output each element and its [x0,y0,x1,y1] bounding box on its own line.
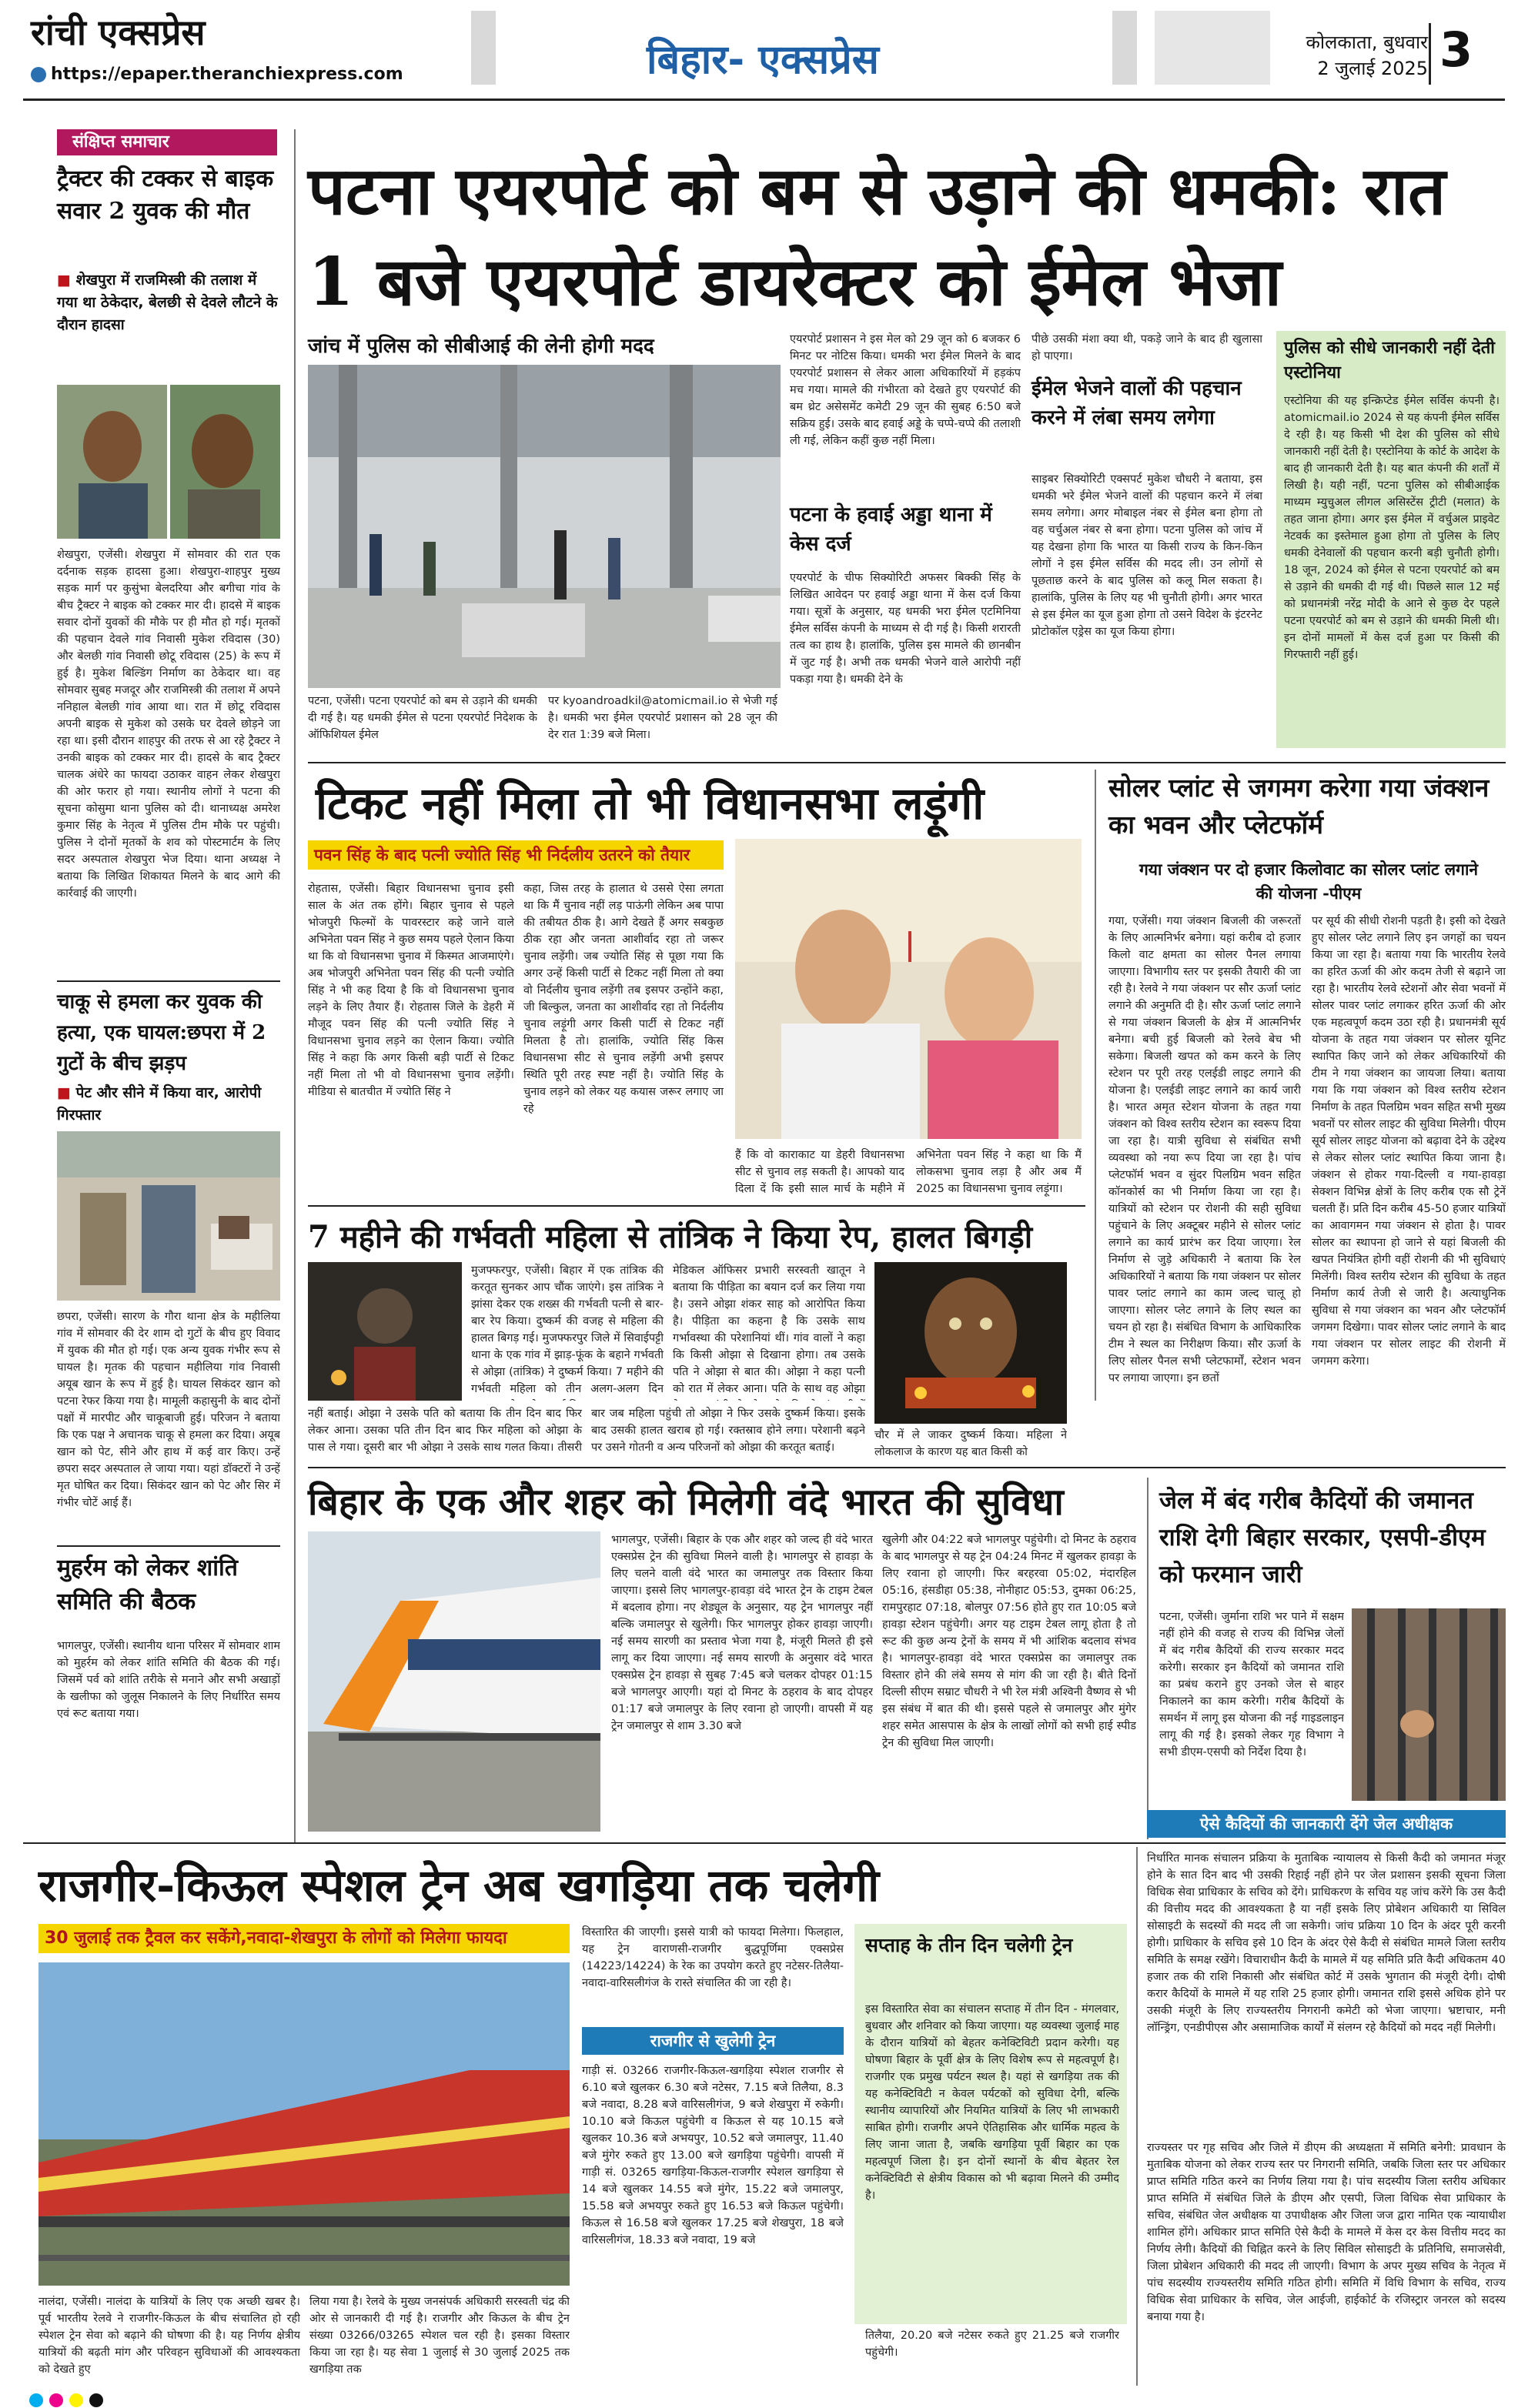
lead-col3-head: ईमेल भेजने वालों की पहचान करने में लंबा समय लगेगा [1031,377,1242,429]
brief1-body: शेखपुरा, एजेंसी। शेखपुरा में सोमवार की रात एक दर्दनाक सड़क हादसा हुआ। शेखपुरा-शाहपुर मुख्य सड़क मार्ग पर कुसुंभा बेलदरिया और बगीचा गांव के बीच ट्रैक्टर ने बाइक को टक्कर मार दी। हादसे में बाइक सवार दोनों युवकों की मौके पर ही मौत हो गई। मृतकों की पहचान देवले गांव निवासी मुकेश रविदास (30) और बेलछी गांव निवासी छोटू रविदास (25) के रूप में हुई है। मुकेश बिल्डिंग निर्माण का ठेकेदार था। वह सोमवार सुबह मजदूर और राजमिस्त्री की तलाश में अपने ननिहाल बेलछी गांव आया था। रात में छोटू रविदास अपनी बाइक से मुकेश को उसके घर देवले छोड़ने जा रहा था। इसी दौरान शाहपुर की तरफ से आ रहे ट्रैक्टर ने उनकी बाइक को टक्कर मार दी। हादसे के बाद ट्रैक्टर चालक अंधेरे का फायदा उठाकर वाहन लेकर शेखपुरा की ओर फरार हो गया। स्थानीय लोगों ने पटना की सूचना कोसुमा थाना पुलिस को दी। थानाध्यक्ष अमरेश कुमार सिंह के नेतृत्व में पुलिस टीम मौके पर पहुंची। पुलिस ने दोनों मृतकों के शव को पोस्टमार्टम के लिए सदर अस्पताल शेखपुरा भेज दिया। थाना अध्यक्ष ने बताया कि लिखित शिकायत मिलने के बाद आगे की कार्रवाई की जाएगी। [57,549,280,900]
rajgir-caption-3: विस्तारित की जाएगी। इससे यात्री को फायदा मिलेगा। फिलहाल, यह ट्रेन वाराणसी-राजगीर बुद्धपूर्णिमा एक्सप्रेस (14223/14224) के रेक का उपयोग करते हुए नटेसर-तिलैया-नवादा-वारिसलीगंज के रास्ते संचालित की जा रही है। [582,1926,844,1989]
rajgir-caption-2: लिया गया है। रेलवे के मुख्य जनसंपर्क अधिकारी सरस्वती चंद्र की ओर से जानकारी दी गई है। राजगीर और किऊल के बीच ट्रेन संख्या 03266/03265 स्पेशल चल रही है। इसका विस्तार किया जा रहा है। यह सेवा 1 जुलाई से 30 जुलाई 2025 तक खगड़िया तक [309,2296,570,2376]
tantrik-rule [308,1467,1506,1468]
decor-block [1155,11,1270,85]
vande-headline: बिहार के एक और शहर को मिलेगी वंदे भारत की सुविधा [308,1481,1064,1524]
rajgir-strip: 30 जुलाई तक ट्रैवल कर सकेंगे,नवादा-शेखपुरा के लोगों को मिलेगा फायदा [38,1924,570,1953]
brief-news-tag: संक्षिप्त समाचार [57,129,277,155]
url-text: https://epaper.theranchiexpress.com [51,65,403,84]
brief2-headline: चाकू से हमला कर युवक की हत्या, एक घायल:छपरा में 2 गुटों के बीच झड़प [57,990,266,1075]
rajgir-jail-rule [1136,1847,1138,2386]
rajgir-body: गाड़ी सं. 03266 राजगीर-किऊल-खगड़िया स्पेशल राजगीर से 6.10 बजे खुलकर 6.30 बजे नटेसर, 7.15 बजे तिलैया, 8.3 बजे नवादा, 8.28 बजे वारिसलीगंज, 9 बजे शेखपुरा में रुकेगी। 10.10 बजे किऊल पहुंचेगी व किऊल से यह 10.15 बजे खुलकर 10.36 बजे अभयपुर, 10.52 बजे जमालपुर, 11.40 बजे मुंगेर रुकते हुए 13.00 बजे खगड़िया पहुंचेगी। वापसी में गाड़ी सं. 03265 खगड़िया-किऊल-राजगीर स्पेशल खगड़िया से 14 बजे खुलकर 14.55 बजे मुंगेर, 15.22 बजे जमालपुर, 15.58 बजे अभयपुर रुकते हुए 16.53 बजे किऊल पहुंचेगी। किऊल से 16.58 बजे खुलकर 17.25 बजे शेखपुरा, 18 बजे वारिसलीगंज, 18.33 बजे नवादा, 19 बजे [582,2065,844,2246]
lead-subhead: जांच में पुलिस को सीबीआई की लेनी होगी मदद [308,335,654,358]
decor-bar-right [1112,11,1137,85]
solar-subhead: गया जंक्शन पर दो हजार किलोवाट का सोलर प्लांट लगाने की योजना -पीएम [1138,860,1479,903]
tantrik-col2: मेडिकल ऑफिसर प्रभारी सरस्वती खातून ने बताया कि पीड़िता का बयान दर्ज कर लिया गया है। उसने ओझा शंकर साह को आरोपित किया है। पीड़िता का कहना है कि उसके साथ गर्भावस्था की परेशानियां थीं। गांव वालों ने कहा कि किसी ओझा से दिखाना होगा। तब उसके पति ने ओझा से बात की। ओझा ने कहा पत्नी को रात में लेकर आना। पति के साथ वह ओझा [673,1264,865,1395]
pawan-col1: रोहतास, एजेंसी। बिहार विधानसभा चुनाव इसी साल के अंत तक होंगे। बिहार चुनाव से पहले भोजपुरी फिल्मों के पावरस्टार कहे जाने वाले अभिनेता पवन सिंह ने कुछ समय पहले ऐलान किया था कि वो विधानसभा चुनाव में किस्मत आजमाएंगे। अब भोजपुरी अभिनेता पवन सिंह की पत्नी ज्योति सिंह ने भी कह दिया है कि वो विधानसभा चुनाव लड़ने के लिए तैयार हैं। रोहतास जिले के डेहरी में मौजूद पवन सिंह की पत्नी ज्योति सिंह ने विधानसभा चुनाव लड़ने का ऐलान किया। ज्योति सिंह ने कहा कि अगर किसी बड़ी पार्टी से टिकट नहीं मिला तो भी वो विधानसभा चुनाव लड़ेंगी। मीडिया से बातचीत में ज्योति सिंह ने [308,883,514,1098]
solar-col1: गया, एजेंसी। गया जंक्शन बिजली की जरूरतों के लिए आत्मनिर्भर बनेगा। यहां करीब दो हजार किलो वाट क्षमता का सोलर पैनल लगाया जाएगा। विभागीय स्तर पर इसकी तैयारी की जा रही है। रेलवे ने गया जंक्शन पर सौर ऊर्जा प्लांट लगाने की अनुमति दी है। सौर ऊर्जा प्लांट लगाने से गया जंक्शन बिजली के क्षेत्र में आत्मनिर्भर बनेगा। बची हुई बिजली को रेलवे बेच भी सकेगा। बिजली खपत को कम करने के लिए स्टेशन पर पूरी तरह एलईडी लाइट लगाने की योजना है। एलईडी लाइट लगाने का कार्य जारी है। भारत अमृत स्टेशन योजना के तहत गया जंक्शन को विश्व स्तरीय स्टेशन का स्वरूप दिया जा रहा है। यात्री सुविधा से संबंधित सभी व्यवस्था को नया रूप दिया जा रहा है। पांच प्लेटफॉर्म भवन व सुंदर पिलग्रिम भवन सहित कॉनकोर्स का भी निर्माण किया जा रहा है। यात्रियों को स्टेशन पर रोशनी की सही सुविधा पहुंचाने के लिए अक्टूबर महीने से सोलर प्लांट लगाने का कार्य प्रारंभ कर दिया जाएगा। रेल निर्माण से जुड़े अधिकारी ने बताया कि रेल अधिकारियों ने बताया कि गया जंक्शन पर सोलर पावर प्लांट लगाने का काम जल्द चालू हो जाएगा। सोलर प्लेट लगाने के लिए स्थल का चयन हो रहा है। संबंधित विभाग के आधिकारिक टीम ने स्थल का निरीक्षण किया। सौर ऊर्जा के लिए सोलर पैनल सभी प्लेटफार्मों, स्टेशन भवन पर लगाया जाएगा। इन छतों [1108,915,1301,1384]
solar-headline: सोलर प्लांट से जगमग करेगा गया जंक्शन का भवन और प्लेटफॉर्म [1108,773,1490,840]
tantrik-photo-1 [308,1262,462,1401]
solar-rule [1095,770,1096,1401]
lead-col2: एयरपोर्ट प्रशासन ने इस मेल को 29 जून को 6 बजकर 6 मिनट पर नोटिस किया। धमकी भरा ईमेल मिलने के बाद एयरपोर्ट प्रशासन से लेकर आला अधिकारियों में हड़कंप मच गया। मामले की गंभीरता को देखते हुए एयरपोर्ट की बम थ्रेट असेसमेंट कमेटी 29 जून की सुबह 6:50 बजे सक्रिय हुई। उसके बाद हवाई अड्डे के चप्पे-चप्पे की तलाशी ली गई, लेकिन कहीं कुछ नहीं मिला। [790,333,1021,447]
tantrik-col3: नहीं बताई। ओझा ने उसके पति को बताया कि तीन दिन बाद फिर लेकर आना। उसका पति तीन दिन बाद फिर महिला को ओझा के पास ले गया। दूसरी बार भी ओझा ने उसके साथ गलत किया। तीसरी बार जब महिला पहुंची तो ओझा ने फिर उसके दुष्कर्म किया। इसके बाद उसकी हालत खराब हो गई। रक्तस्राव होने लगा। परेशानी बढ़ने पर उसने गोतनी व अन्य परिजनों को ओझा की करतूत बताई। [308,1408,865,1454]
dateline [1289,29,1428,82]
issue-date: 2 जुलाई 2025 [1317,58,1428,79]
masthead-logo: रांची एक्सप्रेस [31,12,206,53]
brief1-subhead: ■ शेखपुरा में राजमिस्त्री की तलाश में गया था ठेकेदार, बेलछी से देवले लौटने के दौरान हादसा [57,272,278,333]
masthead-rule [23,99,1505,101]
bottom-rule [23,1842,1506,1844]
jail-caption: पटना, एजेंसी। जुर्माना राशि भर पाने में सक्षम नहीं होने की वजह से राज्य की विभिन्न जेलों में बंद गरीब कैदियों की राज्य सरकार मदद करेगी। सरकार इन कैदियों को जमानत राशि का प्रबंध कराने हुए उनको जेल से बाहर निकालने का काम करेगी। गरीब कैदियों के समर्थन में लागू इस योजना की नई गाइडलाइन लागू की गई है। इसको लेकर गृह विभाग ने सभी डीएम-एसपी को निर्देश दिया है। [1159,1611,1344,1758]
lead-caption-2: पर kyoandroadkil@atomicmail.io से भेजी गई है। धमकी भरा ईमेल एयरपोर्ट प्रशासन को 28 जून की देर रात 1:39 बजे मिला। [548,695,777,741]
lead-col2b: एयरपोर्ट के चीफ सिक्योरिटी अफसर बिक्की सिंह के लिखित आवेदन पर हवाई अड्डा थाना में केस दर्ज किया गया। सूत्रों के अनुसार, यह धमकी भरा ईमेल एटमिनिया ईमेल सर्विस कंपनी के माध्यम से दी गई है। किसी शरारती तत्व का हाथ है। हालांकि, पुलिस इस मामले की छानबीन में जुट गई है। अभी तक धमकी भेजने वाले आरोपी नहीं पकड़ा गया है। धमकी देने के [790,572,1021,686]
pawan-rule [308,1205,1085,1207]
brief3-headline: मुहर्रम को लेकर शांति समिति की बैठक [57,1555,238,1615]
color-registration-marks [29,2393,214,2407]
pawan-caption-1: हैं कि वो काराकाट या डेहरी विधानसभा सीट से चुनाव लड़ सकती है। आपको याद दिला दें कि इसी साल मार्च के महीने में [735,1149,904,1195]
rajgir-photo [38,1962,570,2286]
side-box-body: एस्टोनिया की यह इन्क्रिप्टेड ईमेल सर्विस कंपनी है। atomicmail.io 2024 से यह कंपनी ईमेल सर्विस दे रही है। यह किसी भी देश की पुलिस को सीधे जानकारी नहीं देती है। एस्टोनिया के कोर्ट के आदेश के बाद ही जानकारी देती है। यह बात कंपनी की शर्तों में लिखी है। यही नहीं, पटना पुलिस को सीबीआईक माध्यम म्युचुअल लीगल असिस्टेंस ट्रीटी (मलात) के तहत जाना होगा। अगर इस ईमेल में वर्चुअल प्राइवेट नेटवर्क का इस्तेमाल हुआ होगा तो पुलिस के लिए धमकी देनेवालों की पहचान करनी बड़ी चुनौती होगी। 18 जून, 2024 को ईमेल से पटना एयरपोर्ट को बम से उड़ाने की धमकी दी गई थी। पिछले साल 12 मई को प्रधानमंत्री नरेंद्र मोदी के आने से कुछ देर पहले पटना एयरपोर्ट को बम से उड़ाने की धमकी मिली थी। इन दोनों मामलों में केस दर्ज हुआ पर किसी की गिरफ्तारी नहीं हुई। [1284,395,1500,661]
pawan-photo [735,839,1082,1139]
rajgir-box-body: इस विस्तारित सेवा का संचालन सप्ताह में तीन दिन - मंगलवार, बुधवार और शनिवार को किया जाएगा। यह व्यवस्था जुलाई माह के दौरान यात्रियों को बेहतर कनेक्टिविटी प्रदान करेगी। यह घोषणा बिहार के पूर्वी क्षेत्र के लिए विशेष रूप से महत्वपूर्ण है। राजगीर एक प्रमुख पर्यटन स्थल है। यहां से खगड़िया तक की यह कनेक्टिविटी न केवल पर्यटकों को सुविधा देगी, बल्कि स्थानीय व्यापारियों और नियमित यात्रियों के लिए भी लाभकारी साबित होगी। राजगीर अपने ऐतिहासिक और धार्मिक महत्व के लिए जाना जाता है, जबकि खगड़िया पूर्वी बिहार का एक महत्वपूर्ण जिला है। इन दोनों स्थानों के बीच बेहतर रेल कनेक्टिविटी से क्षेत्रीय विकास को भी बढ़ावा मिलने की उम्मीद है। [865,2003,1119,2202]
city-day: कोलकाता, बुधवार [1306,32,1428,53]
rajgir-box-head: सप्ताह के तीन दिन चलेगी ट्रेन [865,1934,1073,1956]
square-bullet-icon: ■ [57,1084,76,1101]
brief1-headline: ट्रैक्टर की टक्कर से बाइक सवार 2 युवक की मौत [57,165,274,225]
brief2-body: छपरा, एजेंसी। सारण के गौरा थाना क्षेत्र के महीलिया गांव में सोमवार की देर शाम दो गुटों के बीच हुए विवाद में युवक की मौत हो गई। एक अन्य युवक गंभीर रूप से घायल है। मृतक की पहचान महीलिया गांव निवासी अयूब खान के रूप में हुई है। घायल सिकंदर खान को पटना रेफर किया गया है। मामूली कहासुनी के बाद दोनों पक्षों में मारपीट और चाकूबाजी हुई। परिजन ने बताया कि एक पक्ष ने अचानक चाकू से हमला कर दिया। अयूब खान को पेट, सीने और हाथ में कई वार किए। उन्हें छपरा सदर अस्पताल ले जाया गया। यहां डॉक्टरों ने उन्हें मृत घोषित कर दिया। सिकंदर खान को पेट और सिर में गंभीर चोटें आई हैं। [57,1311,280,1509]
rajgir-tail: तिलैया, 20.20 बजे नटेसर रुकते हुए 21.25 बजे राजगीर पहुंचेगी। [865,2330,1119,2359]
page-number: 3 [1439,22,1473,78]
rajgir-caption-1: नालंदा, एजेंसी। नालंदा के यात्रियों के लिए एक अच्छी खबर है। पूर्व भारतीय रेलवे ने राजगीर-किऊल के बीच संचालित हो रही स्पेशल ट्रेन सेवा को बढ़ाने की घोषणा की है। यह निर्णय क्षेत्रीय यात्रियों की बढ़ती मांग और परिवहन सुविधाओं की आवश्यकता को देखते हुए [38,2296,300,2376]
vande-col2: खुलेगी और 04:22 बजे भागलपुर पहुंचेगी। दो मिनट के ठहराव के बाद भागलपुर से यह ट्रेन 04:24 मिनट में खुलकर हावड़ा के लिए रवाना हो जाएगी। फिर बरहरवा 05:02, मंदारहिल 05:16, हंसडीहा 05:38, नोनीहाट 05:53, दुमका 06:25, रामपुरहाट 07:18, बोलपुर 07:56 होते हुए रात 10:05 बजे हावड़ा स्टेशन पहुंचेगी। अगर यह टाइम टेबल लागू होता है तो रूट की कुछ अन्य ट्रेनों के समय में भी आंशिक बदलाव संभव है। भागलपुर-हावड़ा वंदे भारत एक्सप्रेस का जमालपुर तक विस्तार होने की लंबे समय से मांग की जा रही है। बीते दिनों दिल्ली सीएम सम्राट चौधरी ने भी रेल मंत्री अश्विनी वैष्णव से भी इस संबंध में बात की थी। इससे पहले से जमालपुर और मुंगेर शहर समेत आसपास के क्षेत्र के लाखों लोगों को सभी हाई स्पीड ट्रेन की सुविधा मिल जाएगी। [882,1534,1136,1749]
jail-body-1: निर्धारित मानक संचालन प्रक्रिया के मुताबिक न्यायालय से किसी कैदी को जमानत मंजूर होने के सात दिन बाद भी उसकी रिहाई नहीं होने पर जेल प्रशासन इसकी सूचना जिला विधिक सेवा प्राधिकार के सचिव को देंगे। प्राधिकरण के सचिव यह जांच करेंगे कि उस कैदी की वित्तीय मदद की आवश्यकता है या नहीं इसके लिए प्रोबेशन अधिकारी या सिविल सोसाइटी के सदस्यों की मदद ली जा सकेगी। जांच प्रक्रिया 10 दिन के अंदर पूरी करनी होगी। प्राधिकार के सचिव इसे 10 दिन के अंदर ऐसे कैदी से संबंधित मामले जिला स्तरीय समिति के समक्ष रखेंगे। विचाराधीन कैदी के मामले में यह समिति प्रति कैदी अधिकतम 40 हजार तक की राशि निकासी और संबंधित कोर्ट में उसके भुगतान की मंजूरी देगी। दोषी करार कैदियों के मामले में यह राशि 25 हजार होगी। जमानत राशि इससे अधिक होने पर उसकी मंजूरी के लिए राज्यस्तरीय निगरानी कमेटी को भेजा जाएगा। भ्रष्टाचार, मनी लॉन्ड्रिंग, एनडीपीएस और असामाजिक कार्यों में संलग्न रहे कैदियों को मदद नहीं मिलेगी। [1147,1852,1506,2034]
jail-rule [1147,1478,1149,1839]
lead-headline: पटना एयरपोर्ट को बम से उड़ाने की धमकी: रात 1 बजे एयरपोर्ट डायरेक्टर को ईमेल भेजा [308,152,1446,321]
pawan-caption-2: अभिनेता पवन सिंह ने कहा था कि मैं लोकसभा चुनाव लड़ा है और अब मैं 2025 का विधानसभा चुनाव लड़ूंगा। [916,1149,1082,1195]
solar-col2: पर सूर्य की सीधी रोशनी पड़ती है। इसी को देखते हुए सोलर प्लेट लगाने लिए इन जगहों का चयन किया जा रहा है। बताया गया कि भारतीय रेलवे का हरित ऊर्जा की ओर कदम तेजी से बढ़ाने जा रहा है। भारतीय रेलवे स्टेशनों और सेवा भवनों में सोलर पावर प्लांट लगाकर हरित ऊर्जा की ओर एक महत्वपूर्ण कदम उठा रही है। प्रधानमंत्री सूर्य योजना के तहत गया जंक्शन पर सोलर यूनिट स्थापित किए जाने को लेकर अधिकारियों की टीम ने गया जंक्शन का जायजा लिया। बताया गया कि गया जंक्शन को विश्व स्तरीय स्टेशन निर्माण के तहत पिलग्रिम भवन सहित सभी मुख्य भवनों पर सोलर लाइट की सुविधा मिलेगी। पीएम सूर्य सोलर लाइट योजना को बढ़ावा देने के उद्देश्य से लेकर सोलर प्लांट स्थापित किया जाना है। जंक्शन से होकर गया-दिल्ली व गया-हावड़ा सेक्शन विभिन्न क्षेत्रों के लिए करीब एक सौ ट्रेनें चलती हैं। प्रति दिन करीब 45-50 हजार यात्रियों का आवागमन गया जंक्शन से होता है। पावर सोलर का स्थापना हो जाने से यहां बिजली की खपत नियंत्रित होगी वहीं रोशनी की भी सुविधाएं मिलेंगी। विश्व स्तरीय स्टेशन की सुविधा के तहत निर्माण कार्य तेजी से जारी है। अत्याधुनिक सुविधा से गया जंक्शन का भवन और प्लेटफॉर्म जगमग दिखेगा। पावर सोलर प्लांट लगाने के बाद गया जंक्शन पर सोलर लाइट की रोशनी में जगमग करेगा। [1312,915,1506,1368]
globe-icon [31,67,46,82]
vande-photo [308,1531,600,1832]
brief2-photo [57,1131,280,1301]
pawan-strip: पवन सिंह के बाद पत्नी ज्योति सिंह भी निर्दलीय उतरने को तैयार [308,840,724,870]
tantrik-headline: 7 महीने की गर्भवती महिला से तांत्रिक ने किया रेप, हालत बिगड़ी [308,1219,1033,1255]
pawan-headline: टिकट नहीं मिला तो भी विधानसभा लड़ूंगी [316,777,985,830]
tantrik-col1: मुजफ्फरपुर, एजेंसी। बिहार में एक तांत्रिक की करतूत सुनकर आप चौंक जाएंगे। इस तांत्रिक ने झांसा देकर एक शख्स की गर्भवती पत्नी से बार-बार रेप किया। दुष्कर्म की वजह से महिला की हालत बिगड़ गई। मुजफ्फरपुर जिले में सिवाईपट्टी थाना के एक गांव में झाड़-फूंक के बहाने गर्भवती से ओझा (तांत्रिक) ने दुष्कर्म किया। 7 महीने की गर्भवती महिला को तीन अलग-अलग दिन [471,1264,664,1395]
brief-rule-2 [57,1545,280,1547]
black-mark [89,2393,103,2407]
lead-box-head: पटना के हवाई अड्डा थाना में केस दर्ज [790,503,992,556]
jail-headline: जेल में बंद गरीब कैदियों की जमानत राशि देगी बिहार सरकार, एसपी-डीएम को फरमान जारी [1159,1487,1486,1588]
decor-bar-left [471,11,496,85]
pawan-col2: कहा, जिस तरह के हालात थे उससे ऐसा लगता था कि मैं चुनाव नहीं लड़ पाऊंगी लेकिन अब पापा की तबीयत ठीक है। आगे देखते हैं अगर सबकुछ ठीक रहा और जनता आशीर्वाद रहा तो जरूर चुनाव लड़ेंगी। जब ज्योति सिंह से पूछा गया कि अगर उन्हें किसी पार्टी से टिकट नहीं मिला तो क्या वो निर्दलीय चुनाव लड़ेंगी तब इसपर उन्होंने कहा, जी बिल्कुल, जनता का आशीर्वाद रहा तो निर्दलीय चुनाव लड़ूंगी अगर किसी पार्टी से टिकट नहीं मिलता है तो। हालांकि, ज्योति सिंह किस विधानसभा सीट से चुनाव लड़ेंगी अभी इसपर स्थिति पूरी तरह स्पष्ट नहीं है। ज्योति सिंह के चुनाव लड़ने को लेकर यह कयास जरूर लगाए जा रहे [523,883,724,1115]
magenta-mark [49,2393,63,2407]
brief1-photo [57,385,280,539]
rajgir-headline: राजगीर-किऊल स्पेशल ट्रेन अब खगड़िया तक चलेगी [38,1859,880,1912]
masthead-url[interactable] [31,65,403,84]
tantrik-photo-2 [874,1262,1067,1424]
vande-col1: भागलपुर, एजेंसी। बिहार के एक और शहर को जल्द ही वंदे भारत एक्सप्रेस ट्रेन की सुविधा मिलने वाली है। भागलपुर से हावड़ा के लिए चलने वाली वंदे भारत का जमालपुर तक विस्तार किया जाएगा। इससे लिए भागलपुर-हावड़ा वंदे भारत ट्रेन के टाइम टेबल में बदलाव होगा। नए शेड्यूल के अनुसार, यह ट्रेन भागलपुर नहीं बल्कि जमालपुर से खुलेगी। फिर भागलपुर होकर हावड़ा जाएगी। नई समय सारणी का प्रस्ताव भेजा गया है, मंजूरी मिलते ही इसे लागू कर दिया जाएगा। नई समय सारणी के अनुसार वंदे भारत एक्सप्रेस ट्रेन हावड़ा से सुबह 7:45 बजे चलकर दोपहर 01:15 बजे भागलपुर आएगी। यहां दो मिनट के ठहराव के बाद दोपहर 01:17 बजे जमालपुर के लिए रवाना हो जाएगी। वापसी में यह ट्रेन जमालपुर से शाम 3.30 बजे [611,1534,873,1732]
lead-caption-1: पटना, एजेंसी। पटना एयरपोर्ट को बम से उड़ाने की धमकी दी गई है। यह धमकी ईमेल से पटना एयरपोर्ट निदेशक के ऑफिशियल ईमेल [308,695,537,741]
lead-rule [308,762,1506,763]
yellow-mark [69,2393,83,2407]
cyan-mark [29,2393,43,2407]
rajgir-strip-2: राजगीर से खुलेगी ट्रेन [582,2027,844,2055]
lead-col3: साइबर सिक्योरिटी एक्सपर्ट मुकेश चौधरी ने बताया, इस धमकी भरे ईमेल भेजने वालों की पहचान करने में लंबा समय लगेगा। अगर मोबाइल नंबर से ईमेल बना होगा तो वह चर्चुअल नंबर से बना होगा। पटना पुलिस को जांच में यह देखना होगा कि भारत या किसी राज्य के किन-किन लोगों ने इस ईमेल सर्विस की मदद ली। उन लोगों से पूछताछ करने के बाद पुलिस को कलू मिल सकता है। हालांकि, पुलिस के लिए यह भी चुनौती होगी। अगर भारत से इस ईमेल का यूज हुआ होगा तो उसने विदेश के इंटरनेट प्रोटोकॉल एड्रेस का यूज किया होगा। [1031,473,1262,638]
jail-photo [1352,1608,1506,1801]
edition-title: बिहार- एक्सप्रेस [647,37,879,83]
square-bullet-icon: ■ [57,272,76,289]
jail-strip: ऐसे कैदियों की जानकारी देंगे जेल अधीक्षक [1147,1810,1506,1838]
side-box-head: पुलिस को सीधे जानकारी नहीं देती एस्टोनिया [1284,338,1496,382]
date-divider [1429,23,1431,85]
jail-body-2: राज्यस्तर पर गृह सचिव और जिले में डीएम की अध्यक्षता में समिति बनेगी: प्रावधान के मुताबिक योजना को लेकर राज्य स्तर पर निगरानी समिति, जबकि जिला स्तर पर अधिकार प्राप्त समिति गठित करने का निर्णय लिया गया है। पांच सदस्यीय जिला स्तरीय अधिकार प्राप्त समिति में संबंधित जिले के डीएम और एसपी, जिला विधिक सेवा प्राधिकार के सचिव, संबंधित जेल अधीक्षक या उपाधीक्षक और जिला जज द्वारा नामित एक न्यायाधीश शामिल होंगे। अधिकार प्राप्त समिति ऐसे कैदी के मामले में केस दर केस वित्तीय मदद का निर्णय लेगी। कैदियों की चिह्नित करने के लिए सिविल सोसाइटी के प्रतिनिधि, समाजसेवी, जिला प्रोबेशन अधिकारी की मदद ली जाएगी। विभाग के अपर मुख्य सचिव के नेतृत्व में पांच सदस्यीय राज्यस्तरीय समिति गठित होगी। समिति में विधि विभाग के सचिव, राज्य विधिक सेवा प्राधिकार के सचिव, जेल आईजी, हाईकोर्ट के रजिस्ट्रार जनरल को सदस्य बनाया गया है। [1147,2142,1506,2323]
lead-photo [308,365,781,688]
brief2-subhead: ■ पेट और सीने में किया वार, आरोपी गिरफ्तार [57,1084,262,1124]
tantrik-caption: चौर में ले जाकर दुष्कर्म किया। महिला ने लोकलाज के कारण यह बात किसी को [874,1429,1067,1458]
left-column-rule [294,129,296,1842]
brief-rule-1 [57,980,280,982]
lead-col3a: पीछे उसकी मंशा क्या थी, पकड़े जाने के बाद ही खुलासा हो पाएगा। [1031,333,1262,362]
brief3-body: भागलपुर, एजेंसी। स्थानीय थाना परिसर में सोमवार शाम को मुहर्रम को लेकर शांति समिति की बैठक की गई। जिसमें पर्व को शांति तरीके से मनाने और सभी अखाड़ों के खलीफा को जुलूस निकालने के लिए निर्धारित समय एवं रूट बताया गया। [57,1640,280,1720]
